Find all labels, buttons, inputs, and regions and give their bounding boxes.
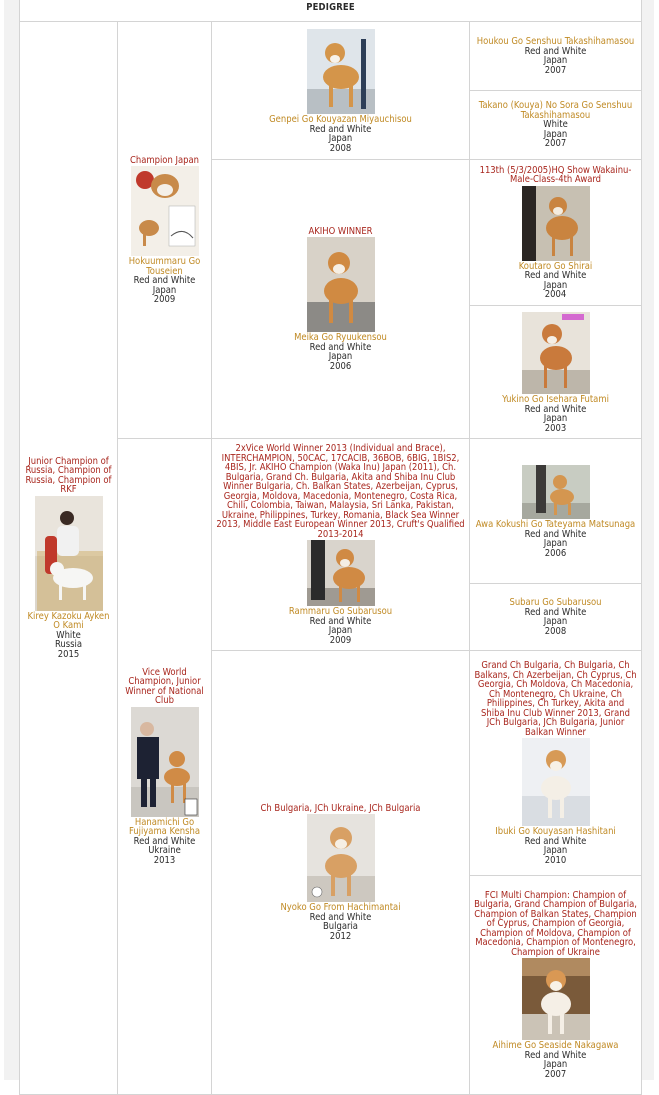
ancestor-cell bbox=[470, 584, 642, 651]
dog-name[interactable]: Genpei Go Kouyazan Miyauchisou bbox=[269, 114, 412, 125]
dog-country: Japan bbox=[152, 284, 177, 296]
dog-color: White bbox=[56, 629, 81, 641]
dog-photo bbox=[522, 738, 590, 826]
dog-photo bbox=[522, 186, 590, 261]
ancestor-cell bbox=[470, 91, 642, 160]
dog-name[interactable]: Hanamichi Go Fujiyama Kensha bbox=[128, 816, 201, 838]
dog-photo bbox=[522, 465, 590, 519]
dog-color: Red and White bbox=[309, 911, 372, 923]
dog-name[interactable]: Houkou Go Senshuu Takashihamasou bbox=[476, 36, 635, 47]
dog-name[interactable]: Hokuummaru Go Touseien bbox=[128, 256, 201, 277]
dog-color: Red and White bbox=[309, 123, 372, 135]
dog-country: Japan bbox=[328, 625, 353, 636]
dog-title: Champion Japan bbox=[129, 154, 200, 166]
dog-color: Red and White bbox=[524, 528, 587, 540]
dog-country: Russia bbox=[54, 639, 83, 651]
ancestor-cell bbox=[470, 876, 642, 1095]
dog-year: 2007 bbox=[544, 64, 567, 76]
dog-photo bbox=[307, 540, 375, 606]
dog-name[interactable]: Subaru Go Subarusou bbox=[509, 597, 602, 608]
dog-title: Vice World Champion, Junior Winner of National Club bbox=[125, 666, 204, 707]
dog-country: Japan bbox=[328, 351, 353, 363]
dog-name[interactable]: Ibuki Go Kouyasan Hashitani bbox=[495, 826, 616, 837]
dog-photo bbox=[522, 312, 590, 394]
dog-title: 113th (5/3/2005)HQ Show Wakainu-Male-Class-4th Award bbox=[479, 164, 632, 185]
dog-country: Japan bbox=[543, 845, 568, 856]
dog-title: 2xVice World Winner 2013 (Individual and Brace), INTERCHAMPION, 50CAC, 17CACIB, 36BOB, 6BIG, 1BIS2, 4BIS, Jr. AKIHO Champion (Waka Inu) Japan (2011), Ch. Bulgaria, Grand Ch. Bulgaria, Akita and Shiba Inu Club Winner Bulgaria, Ch. Balkan States, Azerbeijan, Cyprus, Georgia, Moldova, Macedonia, Montenegro, Costa Rica, Chili, Colombia, Taiwan, Malaysia, Sri Lanka, Pakistan, Ukraine, Philippines, Turkey, Romania, Black Sea Winner 2013, Middle East European Winner 2013, Cruft's Qualified 2013-2014 bbox=[216, 443, 465, 540]
ancestor-cell bbox=[470, 22, 642, 91]
dog-country: Bulgaria bbox=[323, 921, 358, 933]
dog-photo bbox=[307, 29, 375, 114]
ancestor-cell bbox=[470, 160, 642, 306]
granddam-cell bbox=[212, 651, 470, 1095]
sire-cell bbox=[118, 22, 212, 439]
dog-color: Red and White bbox=[309, 615, 372, 627]
dog-year: 2013 bbox=[153, 854, 176, 866]
dog-name[interactable]: Nyoko Go From Hachimantai bbox=[280, 902, 401, 914]
dog-name[interactable]: Kirey Kazoku Ayken O Kami bbox=[27, 610, 110, 632]
dog-year: 2010 bbox=[544, 854, 567, 866]
subject-dog-cell bbox=[20, 22, 118, 1095]
ancestor-cell bbox=[470, 306, 642, 439]
dog-color: Red and White bbox=[133, 835, 196, 847]
granddam-cell bbox=[212, 160, 470, 439]
dog-photo bbox=[131, 166, 199, 256]
dog-year: 2003 bbox=[544, 422, 567, 434]
dog-year: 2008 bbox=[329, 142, 352, 154]
dog-photo bbox=[131, 707, 199, 817]
dog-name[interactable]: Rammaru Go Subarusou bbox=[288, 606, 393, 617]
grandsire-cell bbox=[212, 439, 470, 651]
dog-name[interactable]: Aihime Go Seaside Nakagawa bbox=[492, 1040, 619, 1052]
dog-color: White bbox=[543, 119, 568, 131]
dog-title: FCI Multi Champion: Champion of Bulgaria, Grand Champion of Bulgaria, Champion of Balkan States, Champion of Cyprus, Champion of Georgia, Champion of Moldova, Champion of Macedonia, Champion of Montenegro, Champion of Ukraine bbox=[474, 889, 637, 958]
dog-country: Japan bbox=[328, 133, 353, 144]
dog-name[interactable]: Koutaro Go Shirai bbox=[518, 260, 593, 272]
dog-name[interactable]: Yukino Go Isehara Futami bbox=[502, 394, 609, 405]
dog-photo bbox=[307, 814, 375, 902]
dog-name[interactable]: Takano (Kouya) No Sora Go Senshuu Takashihamasou bbox=[478, 100, 633, 121]
dog-color: Red and White bbox=[524, 835, 587, 847]
dog-color: Red and White bbox=[524, 1049, 587, 1061]
dog-title: AKIHO WINNER bbox=[308, 225, 373, 237]
ancestor-cell bbox=[470, 439, 642, 584]
dog-title: Ch Bulgaria, JCh Ukraine, JCh Bulgaria bbox=[260, 802, 421, 814]
dog-year: 2007 bbox=[544, 138, 567, 150]
dog-year: 2012 bbox=[329, 930, 352, 942]
pedigree-header: PEDIGREE bbox=[20, 0, 642, 22]
dog-color: Red and White bbox=[524, 606, 587, 618]
dog-year: 2006 bbox=[329, 360, 352, 372]
dog-year: 2015 bbox=[57, 648, 80, 660]
dog-year: 2004 bbox=[544, 289, 567, 300]
dog-color: Red and White bbox=[524, 45, 587, 57]
dog-photo bbox=[522, 958, 590, 1040]
grandsire-cell bbox=[212, 22, 470, 160]
dog-country: Japan bbox=[543, 55, 568, 66]
dog-color: Red and White bbox=[524, 270, 587, 281]
dog-color: Red and White bbox=[309, 341, 372, 353]
dog-country: Japan bbox=[543, 413, 568, 424]
dog-photo bbox=[307, 237, 375, 332]
dog-country: Japan bbox=[543, 128, 568, 140]
dog-photo bbox=[35, 496, 103, 611]
dog-country: Japan bbox=[543, 538, 568, 549]
ancestor-cell bbox=[470, 651, 642, 876]
dog-name[interactable]: Meika Go Ryuukensou bbox=[294, 332, 387, 344]
dog-country: Japan bbox=[543, 279, 568, 291]
dog-year: 2008 bbox=[544, 625, 567, 637]
dog-country: Japan bbox=[543, 616, 568, 627]
dog-year: 2006 bbox=[544, 547, 567, 559]
pedigree-table bbox=[19, 0, 642, 1095]
dog-year: 2007 bbox=[544, 1068, 567, 1080]
dog-name[interactable]: Awa Kokushi Go Tateyama Matsunaga bbox=[475, 519, 636, 530]
dog-year: 2009 bbox=[153, 294, 176, 305]
dam-cell bbox=[118, 439, 212, 1095]
dog-color: Red and White bbox=[524, 403, 587, 415]
dog-color: Red and White bbox=[133, 275, 196, 286]
dog-country: Japan bbox=[543, 1059, 568, 1071]
dog-title: Grand Ch Bulgaria, Ch Bulgaria, Ch Balkans, Ch Azerbeijan, Ch Cyprus, Ch Georgia, Ch Moldova, Ch Macedonia, Ch Montenegro, Ch Ukraine, Ch Philippines, Ch Turkey, Akita and Shiba Inu Club Winner 2013, Grand JCh Bulgaria, JCh Bulgaria, Junior Balkan Winner bbox=[474, 660, 637, 738]
dog-year: 2009 bbox=[329, 634, 352, 646]
dog-country: Ukraine bbox=[148, 845, 181, 857]
dog-title: Junior Champion of Russia, Champion of Russia, Champion of RKF bbox=[25, 455, 112, 496]
